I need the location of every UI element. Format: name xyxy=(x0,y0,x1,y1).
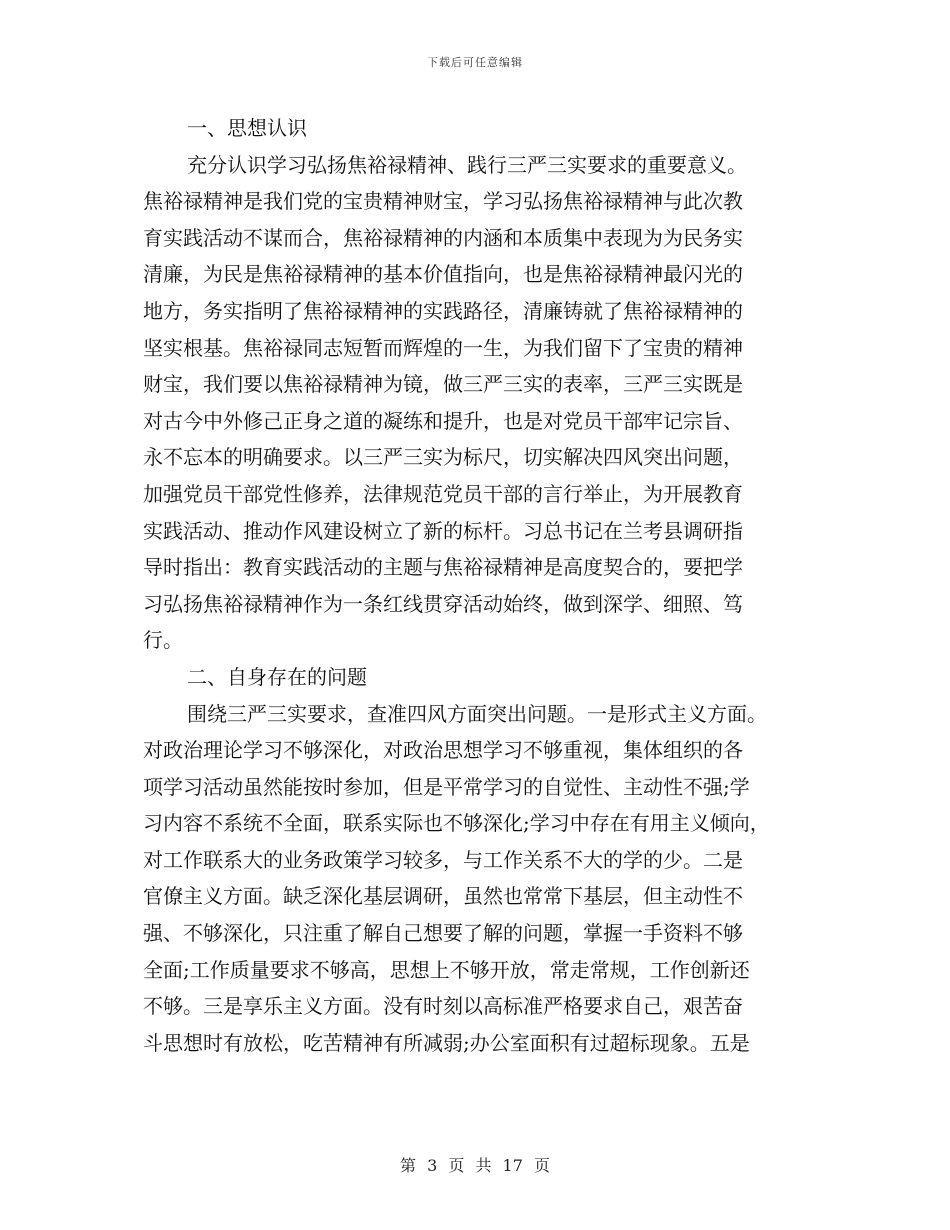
document-body xyxy=(143,110,813,1061)
text-line: 强、不够深化，只注重了解自己想要了解的问题，掌握一手资料不够 xyxy=(143,921,743,946)
text-line: 地方，务实指明了焦裕禄精神的实践路径，清廉铸就了焦裕禄精神的 xyxy=(143,298,743,323)
text-line: 官僚主义方面。缺乏深化基层调研，虽然也常常下基层，但主动性不 xyxy=(143,884,743,909)
page-footer: 第 3 页 共 17 页 xyxy=(400,1156,550,1175)
text-line: 永不忘本的明确要求。以三严三实为标尺，切实解决四风突出问题， xyxy=(143,445,743,470)
text-line: 实践活动、推动作风建设树立了新的标杆。习总书记在兰考县调研指 xyxy=(143,518,743,543)
text-line: 财宝，我们要以焦裕禄精神为镜，做三严三实的表率，三严三实既是 xyxy=(143,372,743,397)
text-line: 行。 xyxy=(143,628,183,653)
text-line: 充分认识学习弘扬焦裕禄精神、践行三严三实要求的重要意义。 xyxy=(187,152,747,177)
text-line: 全面;工作质量要求不够高，思想上不够开放，常走常规，工作创新还 xyxy=(143,957,750,982)
text-line: 习弘扬焦裕禄精神作为一条红线贯穿活动始终，做到深学、细照、笃 xyxy=(143,591,743,616)
text-line: 围绕三严三实要求，查准四风方面突出问题。一是形式主义方面。 xyxy=(187,701,767,726)
text-line: 对政治理论学习不够深化，对政治思想学习不够重视，集体组织的各 xyxy=(143,738,743,763)
page-header: 下载后可任意编辑 xyxy=(427,56,523,69)
text-line: 加强党员干部党性修养，法律规范党员干部的言行举止，为开展教育 xyxy=(143,481,743,506)
text-line: 坚实根基。焦裕禄同志短暂而辉煌的一生，为我们留下了宝贵的精神 xyxy=(143,335,743,360)
text-line: 不够。三是享乐主义方面。没有时刻以高标准严格要求自己，艰苦奋 xyxy=(143,994,743,1019)
text-line: 对古今中外修己正身之道的凝练和提升，也是对党员干部牢记宗旨、 xyxy=(143,408,743,433)
text-line: 二、自身存在的问题 xyxy=(187,664,367,689)
text-line: 习内容不系统不全面，联系实际也不够深化;学习中存在有用主义倾向， xyxy=(143,811,770,836)
text-line: 育实践活动不谋而合，焦裕禄精神的内涵和本质集中表现为为民务实 xyxy=(143,225,743,250)
text-line: 一、思想认识 xyxy=(187,116,307,140)
text-line: 清廉，为民是焦裕禄精神的基本价值指向，也是焦裕禄精神最闪光的 xyxy=(143,262,743,287)
text-line: 对工作联系大的业务政策学习较多，与工作关系不大的学的少。二是 xyxy=(143,847,743,872)
text-line: 项学习活动虽然能按时参加，但是平常学习的自觉性、主动性不强;学 xyxy=(143,774,750,799)
text-line: 导时指出：教育实践活动的主题与焦裕禄精神是高度契合的，要把学 xyxy=(143,555,743,580)
text-line: 斗思想时有放松，吃苦精神有所减弱;办公室面积有过超标现象。五是 xyxy=(143,1030,750,1055)
text-line: 焦裕禄精神是我们党的宝贵精神财宝，学习弘扬焦裕禄精神与此次教 xyxy=(143,189,743,214)
